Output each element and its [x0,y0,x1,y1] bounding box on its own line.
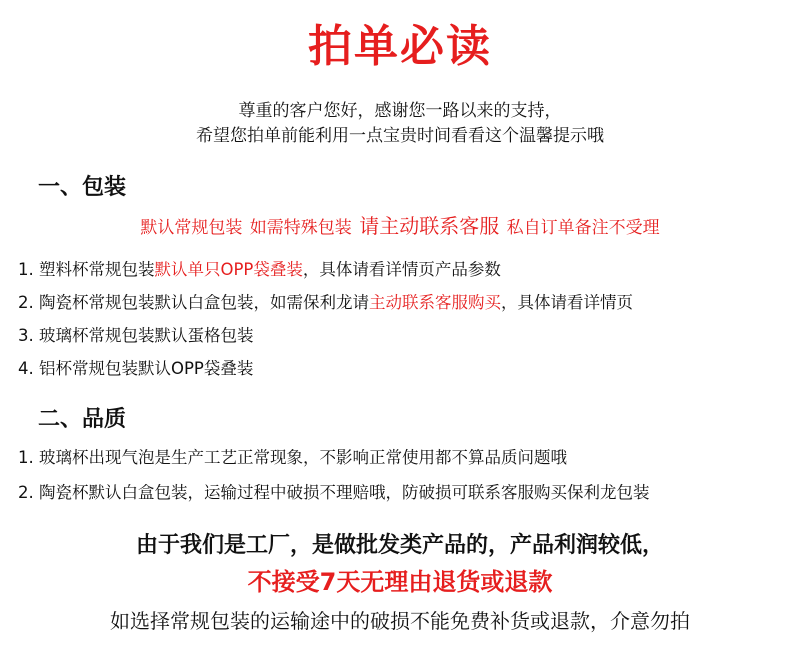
item-highlight: 主动联系客服购买 [369,293,501,312]
footer-no-return-warning: 不接受7天无理由退货或退款 [247,568,553,596]
packaging-item-ceramic [18,289,633,313]
page-title: 拍单必读 [308,21,492,72]
footer-breakage-disclaimer: 如选择常规包装的运输途中的破损不能免费补货或退款，介意勿拍 [110,609,690,633]
footer-factory-note: 由于我们是工厂，是做批发类产品的，产品利润较低， [135,533,664,558]
packaging-item-aluminum [18,355,253,379]
packaging-note-remark: 私自订单备注不受理 [506,218,660,238]
packaging-red-note [0,210,800,239]
packaging-item-glass [18,322,254,346]
packaging-note-default: 默认常规包装 如需特殊包装 [140,218,352,238]
item-text: 4. 铝杯常规包装默认OPP袋叠装 [18,359,254,378]
packaging-item-plastic [18,256,501,280]
item-text-tail: ，具体请看详情页 [501,293,633,312]
intro-line-2: 希望您拍单前能利用一点宝贵时间看看这个温馨提示哦 [196,126,604,146]
section-quality-heading: 二、品质 [38,407,127,432]
item-text: 3. 玻璃杯常规包装默认蛋格包装 [18,326,254,345]
quality-item-bubbles: 1. 玻璃杯出现气泡是生产工艺正常现象，不影响正常使用都不算品质问题哦 [18,448,567,467]
intro-line-1: 尊重的客户您好，感谢您一路以来的支持， [238,101,562,121]
item-text: 1. 塑料杯常规包装 [18,260,155,279]
section-packaging-heading: 一、包装 [38,175,127,200]
quality-item-breakage: 2. 陶瓷杯默认白盒包装，运输过程中破损不理赔哦，防破损可联系客服购买保利龙包装 [18,483,650,502]
item-text-tail: ，具体请看详情页产品参数 [302,260,501,279]
packaging-note-contact: 请主动联系客服 [359,214,500,238]
item-highlight: 默认单只OPP袋叠装 [154,260,303,279]
item-text: 2. 陶瓷杯常规包装默认白盒包装，如需保利龙请 [18,293,369,312]
